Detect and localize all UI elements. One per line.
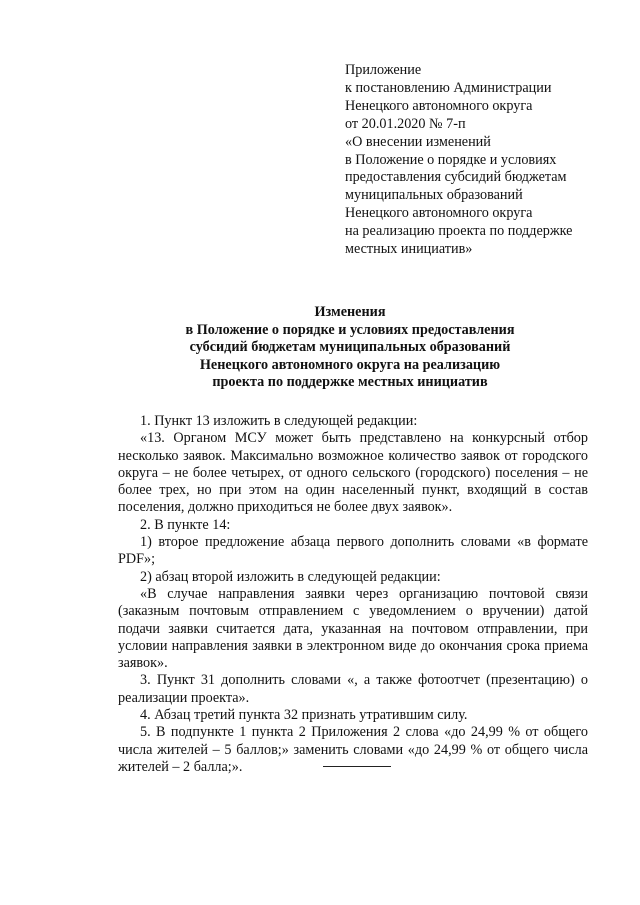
paragraph-item-2-sub-2: 2) абзац второй изложить в следующей редакции: (140, 568, 441, 585)
appendix-line: муниципальных образований (345, 187, 523, 204)
appendix-line: Приложение (345, 62, 422, 78)
document-heading (150, 304, 550, 392)
paragraph-item-4: 4. Абзац третий пункта 32 признать утратившим силу. (140, 707, 468, 724)
heading-line: Изменения (314, 304, 386, 320)
heading-line: проекта по поддержке местных инициатив (212, 374, 488, 391)
paragraph-item-2-sub-1: 1) второе предложение абзаца первого дополнить словами «в формате PDF»; (118, 534, 588, 568)
appendix-line: в Положение о порядке и условиях (345, 151, 557, 168)
closing-divider (323, 766, 391, 767)
appendix-block (345, 62, 615, 259)
appendix-line: местных инициатив» (345, 241, 473, 258)
document-body (118, 413, 588, 776)
appendix-line: предоставления субсидий бюджетам (345, 169, 567, 186)
appendix-line: «О внесении изменений (345, 133, 491, 150)
appendix-line: на реализацию проекта по поддержке (345, 223, 573, 240)
paragraph-item-2-text: «В случае направления заявки через организацию почтовой связи (заказным почтовым отправлением с уведомлением о вручении) датой подачи заявки считается дата, указанная на почтовом отправлении, при условии направления заявки в электронном виде до окончания срока приема заявок». (118, 585, 588, 672)
heading-line: в Положение о порядке и условиях предоставления (185, 321, 515, 338)
appendix-line: от 20.01.2020 № 7-п (345, 115, 466, 132)
paragraph-item-3: 3. Пункт 31 дополнить словами «, а также фотоотчет (презентацию) о реализации проекта». (118, 672, 588, 706)
heading-line: субсидий бюджетам муниципальных образований (189, 339, 511, 356)
paragraph-item-1: 1. Пункт 13 изложить в следующей редакции: (140, 413, 418, 429)
appendix-line: Ненецкого автономного округа (345, 97, 533, 114)
paragraph-item-2: 2. В пункте 14: (140, 516, 231, 533)
paragraph-item-5: 5. В подпункте 1 пункта 2 Приложения 2 слова «до 24,99 % от общего числа жителей – 5 баллов;» заменить словами «до 24,99 % от общего числа жителей – 2 балла;». (118, 724, 588, 775)
paragraph-item-1-text: «13. Органом МСУ может быть представлено на конкурсный отбор несколько заявок. Максимально возможное количество заявок от городского округа – не более четырех, от одного сельского (городского) поселения – не более трех, но при этом на один населенный пункт, входящий в состав поселения, должно приходиться не более двух заявок». (118, 430, 588, 516)
heading-line: Ненецкого автономного округа на реализацию (199, 356, 501, 373)
appendix-line: Ненецкого автономного округа (345, 205, 533, 222)
appendix-line: к постановлению Администрации (345, 79, 552, 96)
